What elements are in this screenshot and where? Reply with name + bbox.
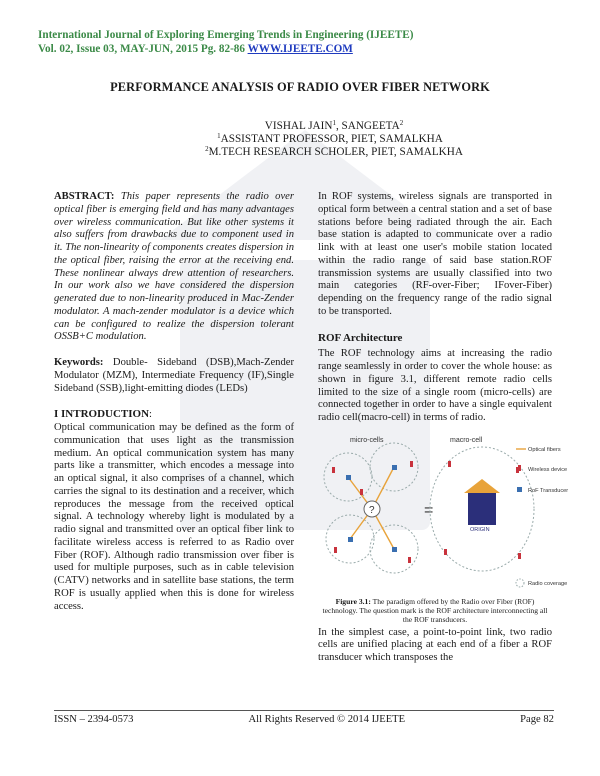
- journal-header: [38, 28, 578, 56]
- author-block: [170, 120, 490, 159]
- keywords-text: Double- Sideband (DSB),Mach-Zender Modulator (MZM), Intermediate Frequency (IF),Single Sideband (SSB),light-emitting diodes (LEDs): [54, 357, 294, 394]
- author-names: VISHAL JAIN$^1$, SANGEETA$^2$: [264, 119, 404, 132]
- abstract: [54, 191, 294, 344]
- page-footer: [54, 710, 554, 725]
- figure-caption: Figure 3.1: The paradigm offered by the Radio over Fiber (ROF) technology. The question mark is the ROF architecture interconnecting all the ROF transducers.: [322, 596, 548, 625]
- footer-rights: All Rights Reserved © 2014 IJEETE: [248, 714, 406, 725]
- paper-title: PERFORMANCE ANALYSIS OF RADIO OVER FIBER NETWORK: [110, 80, 490, 94]
- equals-sign: =: [424, 501, 434, 519]
- journal-name: International Journal of Exploring Emerging Trends in Engineering (IJEETE): [38, 29, 414, 41]
- footer-issn: ISSN – 2394-0573: [54, 714, 134, 725]
- affiliation-1: $^1$ASSISTANT PROFESSOR, PIET, SAMALKHA: [217, 132, 443, 145]
- journal-url-link[interactable]: WWW.IJEETE.COM: [247, 43, 353, 55]
- question-mark: ?: [369, 504, 375, 516]
- footer-page-number: Page 82: [520, 714, 554, 725]
- legend-rof-transducer: RoF Transducer: [528, 487, 569, 494]
- right-column: [318, 191, 569, 665]
- intro-heading: I INTRODUCTION:: [54, 408, 152, 421]
- rof-architecture-paragraph: The ROF technology aims at increasing the radio range seamlessly in order to cover the whole house: as shown in figure 3.1, different remote radio cells limited to the size of a single room (micro-cells) are connected together in order to have a single equivalent radio cell(macro-cell) in terms of radio.: [318, 348, 552, 423]
- point-to-point-paragraph: In the simplest case, a point-to-point link, two radio cells are unified placing at each end of a fiber a ROF transducer which transposes the: [318, 626, 552, 664]
- origin-label: ORIGIN: [470, 526, 490, 533]
- intro-text: Optical communication may be defined as the form of communication that uses light as the transmission medium. An optical communication system has many parts like a transmitter, which encodes a message into an optical signal, it also comprises of a channel, which carries the signal to its destination and a receiver, which reproduces the message from the received optical signal. A technology whereby light is modulated by a radio signal and transmitted over an optical fiber link to facilitate wireless access is referred to as Radio over Fiber (ROF). Although radio transmission over fiber is used for multiple purposes, such as in cable television (CATV) networks and in satellite base stations, the term ROF is usually applied when this is done for wireless access.: [54, 422, 294, 612]
- rof-systems-paragraph: In ROF systems, wireless signals are transported in optical form between a central station and a set of base stations before being radiated through the air. Each base station is adapted to communicate over a radio link with at least one user's mobile station located within the radio range of said base station.ROF transmission systems are usually classified into two main categories (RF-over-Fiber; IFover-Fiber) depending on the frequency range of the radio signal to be transported.: [318, 191, 552, 317]
- affiliation-2: $^2$M.TECH RESEARCH SCHOLER, PIET, SAMALKHA: [205, 145, 463, 158]
- rof-architecture-heading: ROF Architecture: [318, 331, 403, 344]
- figure-legend: [516, 447, 568, 587]
- figure-rof-diagram: [320, 431, 569, 589]
- origin-logo: [468, 491, 496, 525]
- keywords: [54, 357, 294, 395]
- micro-cells-label: micro-cells: [350, 436, 384, 444]
- keywords-label: Keywords:: [54, 357, 104, 368]
- legend-optical-fibers: Optical fibers: [528, 446, 561, 453]
- abstract-label: ABSTRACT:: [54, 191, 115, 202]
- legend-wireless-device: Wireless device: [528, 466, 568, 473]
- journal-volume: Vol. 02, Issue 03, MAY-JUN, 2015 Pg. 82-86: [38, 43, 248, 55]
- macro-cell-label: macro-cell: [450, 436, 483, 444]
- left-column: [54, 191, 294, 613]
- legend-radio-coverage: Radio coverage: [528, 580, 568, 587]
- journal-issue-line: [38, 42, 578, 56]
- abstract-text: This paper represents the radio over optical fiber is emerging field and has many advantages over wireless communication. But like other systems it also suffers from drawbacks due to component used in it. The non-linearity of components creates dispersion in the optical fiber, raising the error at the receiving end. These nonlinear always drew attention of researchers. In our work also we have considered the dispersion generated due to non-linearity produced in Mac-Zender modulator. A mach-zender modulator is a device which can be configured to realize the dispersion tolerant OSSB+C modulation.: [54, 191, 294, 343]
